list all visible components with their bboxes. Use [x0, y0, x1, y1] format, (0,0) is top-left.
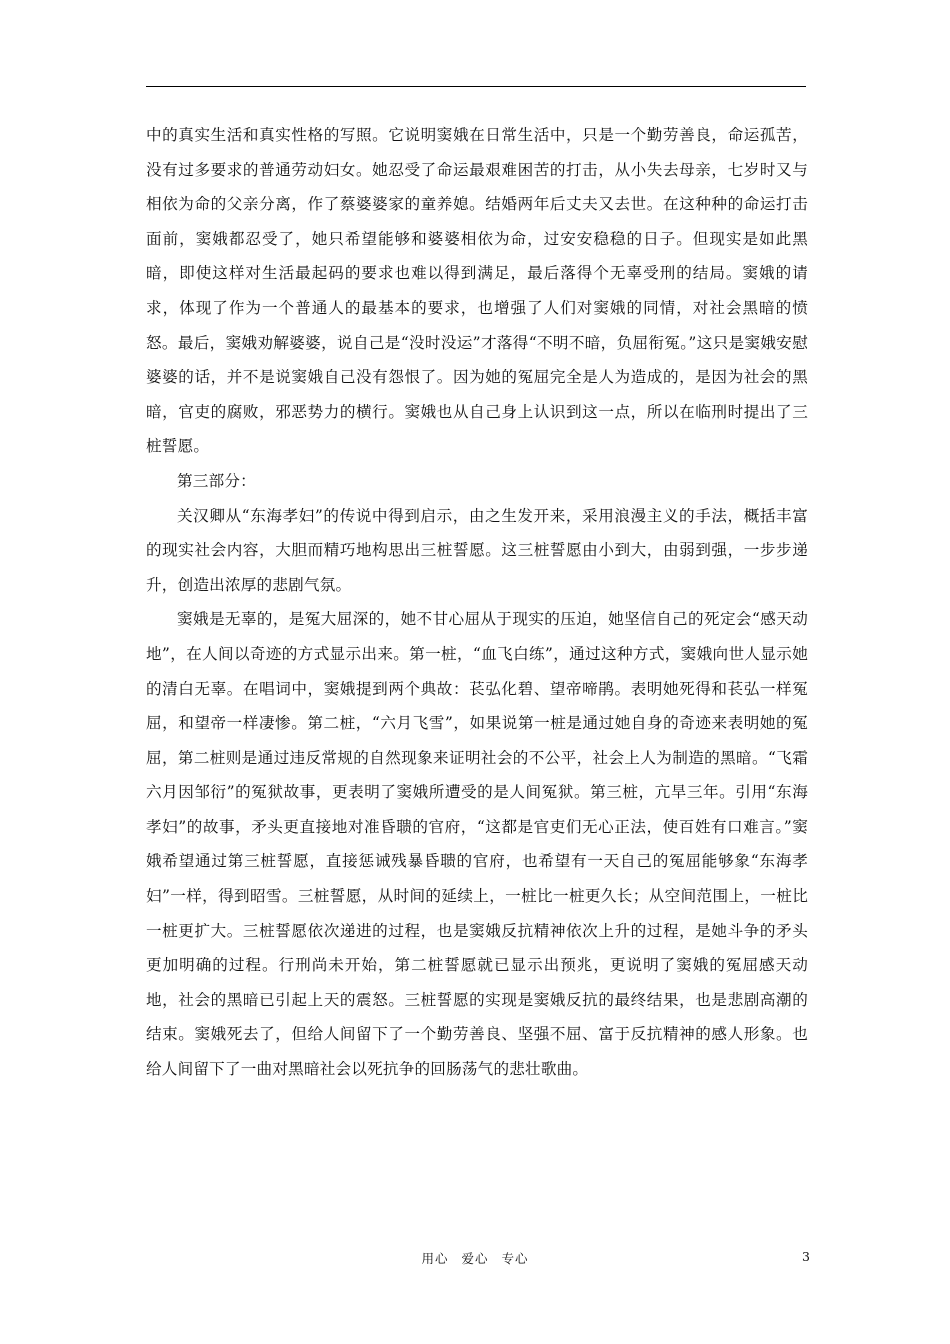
- paragraph-three-vows-analysis: 窦娥是无辜的，是冤大屈深的，她不甘心屈从于现实的压迫，她坚信自己的死定会“感天动地”，在人间以奇迹的方式显示出来。第一桩，“血飞白练”，通过这种方式，窦娥向世人显示她的清白无辜。在唱词中，窦娥提到两个典故：苌弘化碧、望帝啼鹃。表明她死得和苌弘一样冤屈，和望帝一样凄惨。第二桩，“六月飞雪”，如果说第一桩是通过她自身的奇迹来表明她的冤屈，第二桩则是通过违反常规的自然现象来证明社会的不公平，社会上人为制造的黑暗。“飞霜六月因邹衍”的冤狱故事，更表明了窦娥所遭受的是人间冤狱。第三桩，亢旱三年。引用“东海孝妇”的故事，矛头更直接地对准昏聩的官府，“这都是官吏们无心正法，使百姓有口难言。”窦娥希望通过第三桩誓愿，直接惩诫残暴昏聩的官府，也希望有一天自己的冤屈能够象“东海孝妇”一样，得到昭雪。三桩誓愿，从时间的延续上，一桩比一桩更久长；从空间范围上，一桩比一桩更扩大。三桩誓愿依次递进的过程，也是窦娥反抗精神依次上升的过程，是她斗争的矛头更加明确的过程。行刑尚未开始，第二桩誓愿就已显示出预兆，更说明了窦娥的冤屈感天动地，社会的黑暗已引起上天的震怒。三桩誓愿的实现是窦娥反抗的最终结果，也是悲剧高潮的结束。窦娥死去了，但给人间留下了一个勤劳善良、坚强不屈、富于反抗精神的感人形象。也给人间留下了一曲对黑暗社会以死抗争的回肠荡气的悲壮歌曲。: [146, 610, 808, 1079]
- section-heading-part-three: 第三部分：: [177, 471, 256, 490]
- page-number: 3: [802, 1249, 810, 1264]
- paragraph-three-vows-intro: 关汉卿从“东海孝妇”的传说中得到启示，由之生发开来，采用浪漫主义的手法，概括丰富的现实社会内容，大胆而精巧地构思出三桩誓愿。这三桩誓愿由小到大，由弱到强，一步步递升，创造出浓厚的悲剧气氛。: [146, 506, 808, 594]
- document-body: [146, 118, 808, 1087]
- header-rule: [146, 86, 806, 87]
- paragraph-continuation: 中的真实生活和真实性格的写照。它说明窦娥在日常生活中，只是一个勤劳善良，命运孤苦，没有过多要求的普通劳动妇女。她忍受了命运最艰难困苦的打击，从小失去母亲，七岁时又与相依为命的父亲分离，作了蔡婆婆家的童养媳。结婚两年后丈夫又去世。在这种种的命运打击面前，窦娥都忍受了，她只希望能够和婆婆相依为命，过安安稳稳的日子。但现实是如此黑暗，即使这样对生活最起码的要求也难以得到满足，最后落得个无辜受刑的结局。窦娥的请求，体现了作为一个普通人的最基本的要求，也增强了人们对窦娥的同情，对社会黑暗的愤怒。最后，窦娥劝解婆婆，说自己是“没时没运”才落得“不明不暗，负屈衔冤。”这只是窦娥安慰婆婆的话，并不是说窦娥自己没有怨恨了。因为她的冤屈完全是人为造成的，是因为社会的黑暗，官吏的腐败，邪恶势力的横行。窦娥也从自己身上认识到这一点，所以在临刑时提出了三桩誓愿。: [146, 126, 808, 456]
- footer-motto: 用心 爱心 专心: [421, 1251, 529, 1266]
